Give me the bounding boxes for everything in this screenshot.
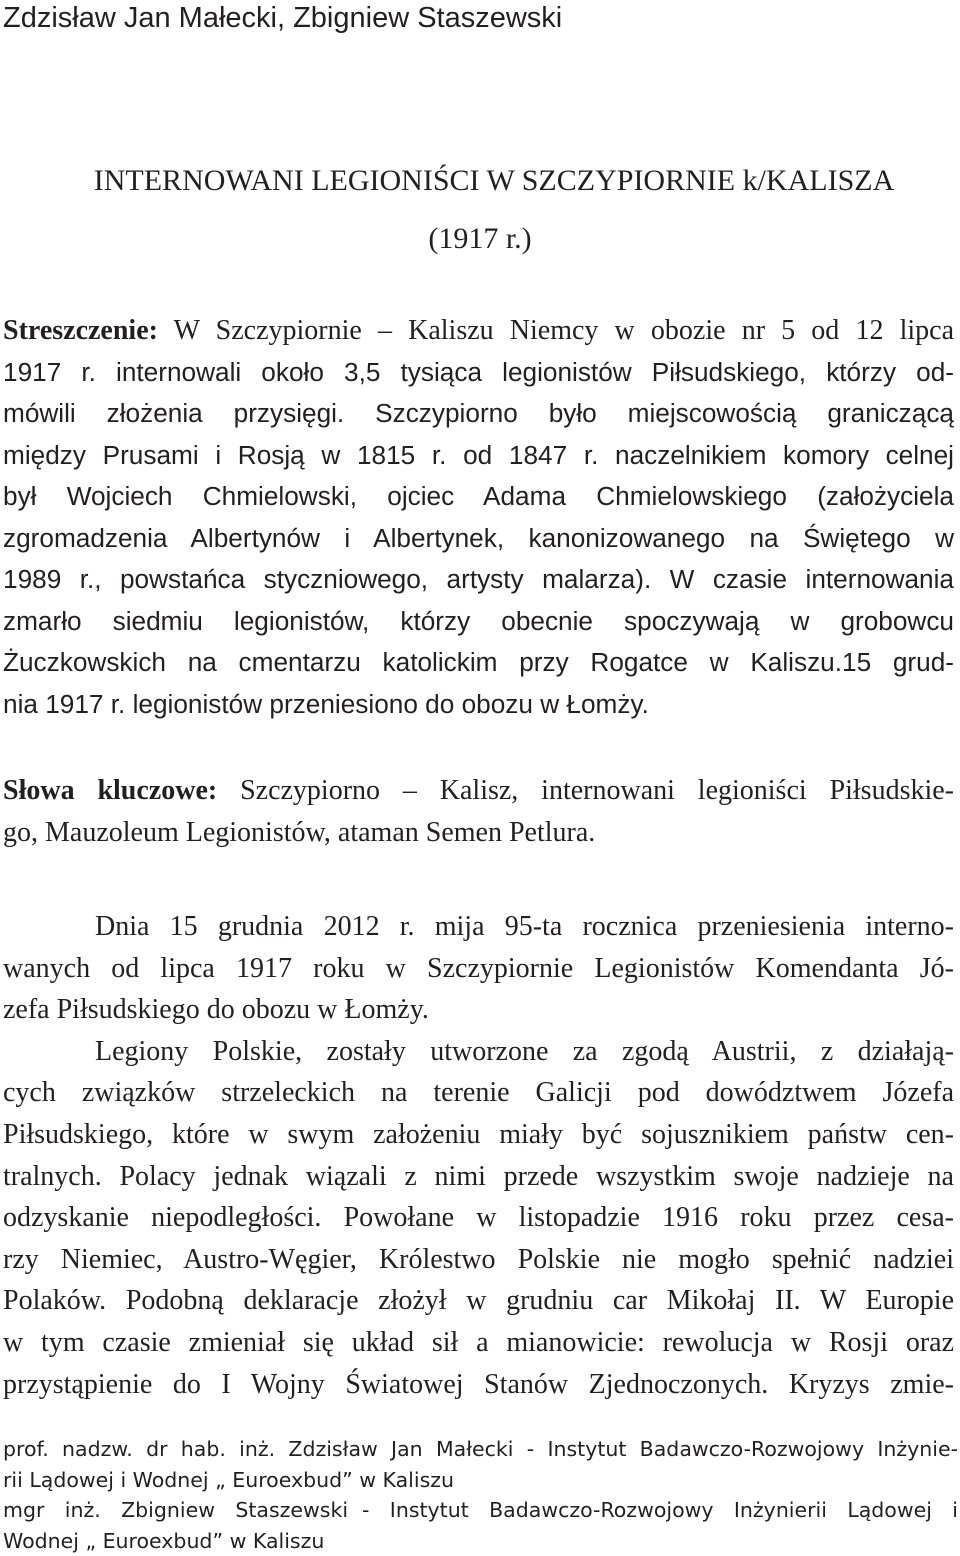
abstract-line: był Wojciech Chmielowski, ojciec Adama Chmielowskiego (założyciela bbox=[3, 481, 954, 511]
body-text bbox=[3, 906, 954, 1405]
abstract-line: zmarło siedmiu legionistów, którzy obecnie spoczywają w grobowcu bbox=[3, 605, 954, 636]
body-line: Legiony Polskie, zostały utworzone za zgodą Austrii, z działają- bbox=[95, 1035, 954, 1067]
authors: Zdzisław Jan Małecki, Zbigniew Staszewski bbox=[3, 2, 563, 34]
abstract-line: 1989 r., powstańca styczniowego, artysty malarza). W czasie internowania bbox=[3, 564, 954, 594]
abstract-line: nia 1917 r. legionistów przeniesiono do obozu w Łomży. bbox=[3, 688, 649, 719]
footnote-line: prof. nadzw. dr hab. inż. Zdzisław Jan Małecki - Instytut Badawczo-Rozwojowy Inżynie- bbox=[3, 1437, 958, 1461]
body-line: rzy Niemiec, Austro-Węgier, Królestwo Polskie nie mogło spełnić nadziei bbox=[3, 1243, 954, 1275]
footnote-author: mgr inż. Zbigniew Staszewski bbox=[3, 1498, 349, 1522]
abstract-first-line: W Szczypiornie – Kaliszu Niemcy w obozie nr 5 od 12 lipca bbox=[157, 315, 954, 346]
body-line: Piłsudskiego, które w swym założeniu miały być sojusznikiem państw cen- bbox=[3, 1118, 954, 1150]
keywords-first-line: Szczypiorno – Kalisz, internowani legioniści Piłsudskie- bbox=[217, 775, 954, 806]
keywords-line bbox=[3, 770, 954, 812]
body-line: cych związków strzeleckich na terenie Galicji pod dowództwem Józefa bbox=[3, 1077, 954, 1109]
abstract-line bbox=[3, 310, 954, 352]
article-title: INTERNOWANI LEGIONIŚCI W SZCZYPIORNIE k/KALISZA bbox=[93, 164, 895, 197]
abstract-line: między Prusami i Rosją w 1815 r. od 1847 r. naczelnikiem komory celnej bbox=[3, 439, 954, 470]
body-line: zefa Piłsudskiego do obozu w Łomży. bbox=[3, 994, 429, 1026]
abstract-line: 1917 r. internowali około 3,5 tysiąca legionistów Piłsudskiego, którzy od- bbox=[3, 356, 954, 387]
body-line: wanych od lipca 1917 roku w Szczypiornie Legionistów Komendanta Jó- bbox=[3, 952, 954, 984]
body-line: przystąpienie do I Wojny Światowej Stanów Zjednoczonych. Kryzys zmie- bbox=[3, 1368, 954, 1400]
abstract-line: zgromadzenia Albertynów i Albertynek, kanonizowanego na Świętego w bbox=[3, 522, 954, 553]
article-title-year: (1917 r.) bbox=[428, 222, 532, 255]
footnotes bbox=[3, 1434, 958, 1556]
abstract bbox=[3, 310, 954, 725]
body-line: odzyskanie niepodległości. Powołane w listopadzie 1916 roku przez cesa- bbox=[3, 1202, 954, 1234]
body-line: Dnia 15 grudnia 2012 r. mija 95-ta rocznica przeniesienia interno- bbox=[95, 911, 954, 942]
body-line: w tym czasie zmieniał się układ sił a mianowicie: rewolucja w Rosji oraz bbox=[3, 1326, 954, 1358]
keywords-label: Słowa kluczowe: bbox=[3, 775, 218, 806]
keywords-line: go, Mauzoleum Legionistów, ataman Semen Petlura. bbox=[3, 816, 596, 848]
footnote-line: Wodnej „ Euroexbud” w Kaliszu bbox=[3, 1528, 325, 1553]
footnote-line: rii Lądowej i Wodnej „ Euroexbud” w Kaliszu bbox=[3, 1467, 455, 1492]
abstract-line: mówili złożenia przysięgi. Szczypiorno było miejscowością graniczącą bbox=[3, 398, 954, 428]
abstract-line: Żuczkowskich na cmentarzu katolickim przy Rogatce w Kaliszu.15 grud- bbox=[3, 647, 954, 677]
abstract-label: Streszczenie: bbox=[3, 315, 158, 346]
footnote-line bbox=[3, 1495, 958, 1526]
body-line: tralnych. Polacy jednak wiązali z nimi przede wszystkim swoje nadzieje na bbox=[3, 1160, 954, 1192]
footnote-affiliation: - Instytut Badawczo-Rozwojowy Inżynierii Lądowej i bbox=[362, 1498, 958, 1522]
body-line: Polaków. Podobną deklaracje złożył w grudniu car Mikołaj II. W Europie bbox=[3, 1285, 954, 1317]
keywords bbox=[3, 770, 954, 853]
